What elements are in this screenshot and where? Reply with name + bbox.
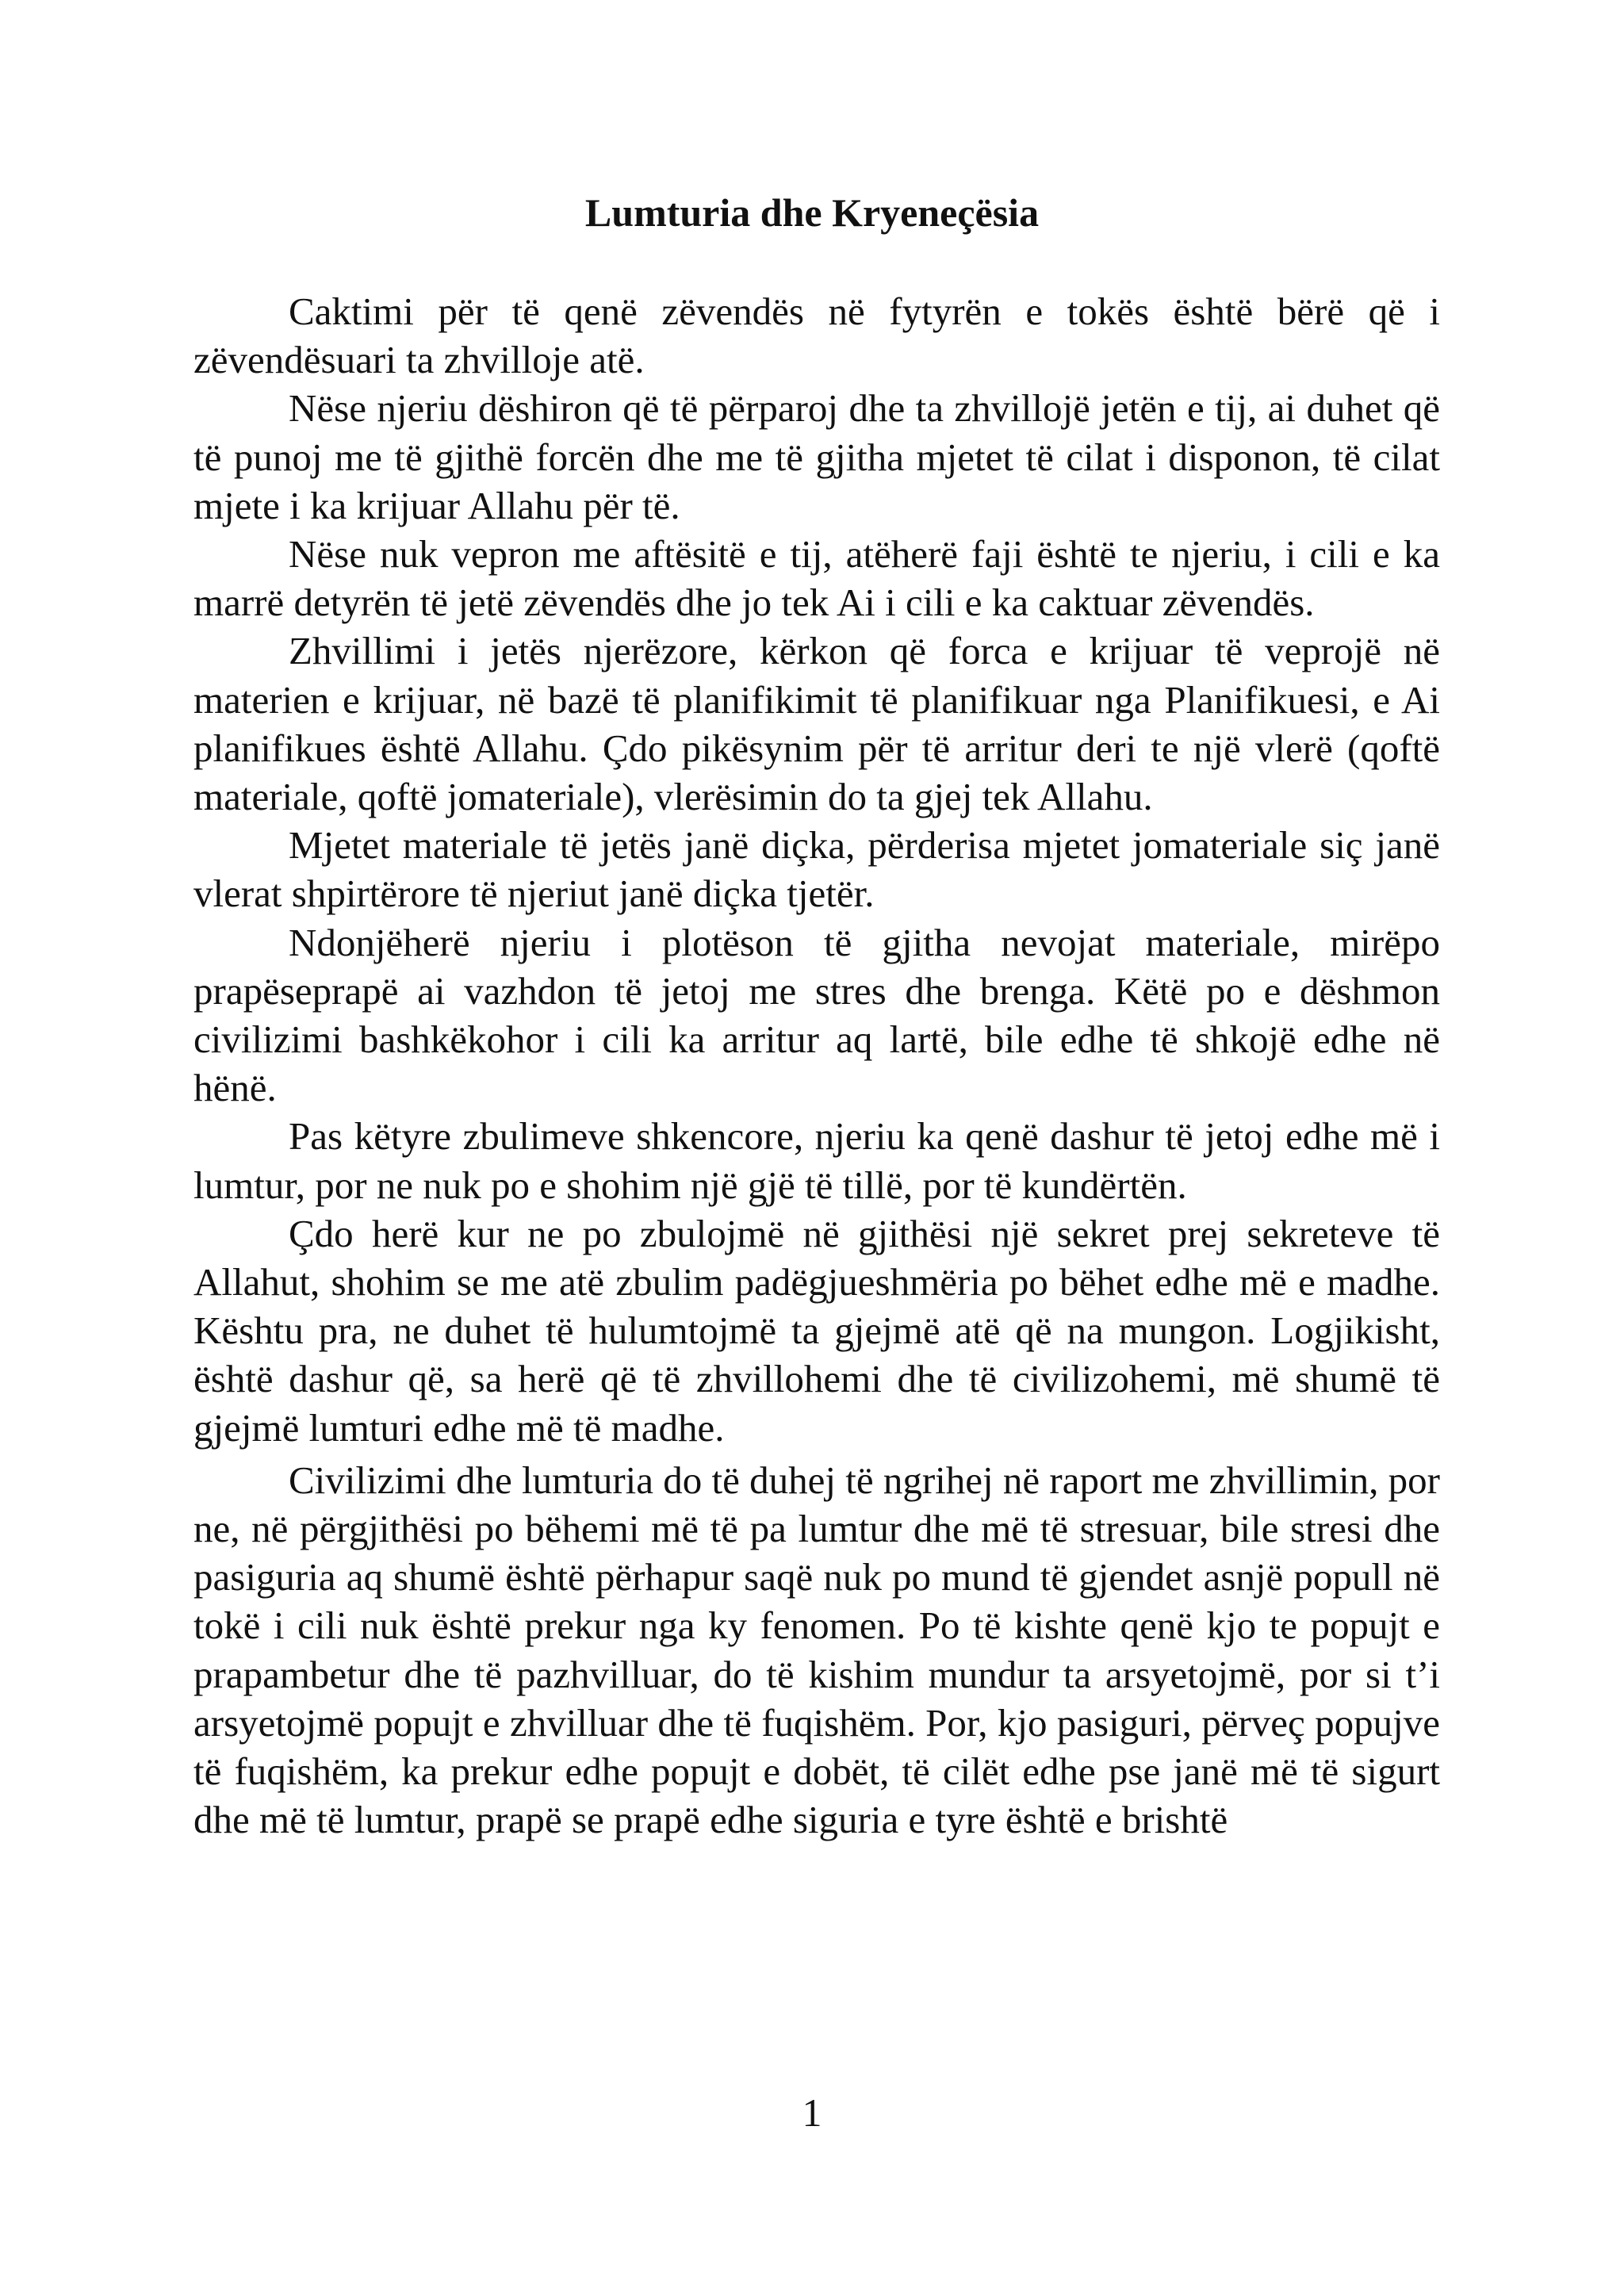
body-text <box>193 287 1440 1845</box>
paragraph-6: Ndonjëherë njeriu i plotëson të gjitha nevojat materiale, mirëpo prapëseprapë ai vazhdon të jetoj me stres dhe brenga. Këtë po e dëshmon civilizimi bashkëkohor i cili ka arritur aq lartë, bile edhe të shkojë edhe në hënë. <box>193 920 1440 1110</box>
paragraph-4: Zhvillimi i jetës njerëzore, kërkon që forca e krijuar të veprojë në materien e krijuar, në bazë të planifikimit të planifikuar nga Planifikuesi, e Ai planifikues është Allahu. Çdo pikësynim për të arritur deri te një vlerë (qoftë materiale, qoftë jomateriale), vlerësimin do ta gjej tek Allahu. <box>193 629 1440 819</box>
paragraph-3: Nëse nuk vepron me aftësitë e tij, atëherë faji është te njeriu, i cili e ka marrë detyrën të jetë zëvendës dhe jo tek Ai i cili e ka caktuar zëvendës. <box>193 532 1440 625</box>
paragraph-1: Caktimi për të qenë zëvendës në fytyrën e tokës është bërë që i zëvendësuari ta zhvilloje atë. <box>193 289 1440 382</box>
paragraph-5: Mjetet materiale të jetës janë diçka, përderisa mjetet jomateriale siç janë vlerat shpirtërore të njeriut janë diçka tjetër. <box>193 823 1440 916</box>
paragraph-7: Pas këtyre zbulimeve shkencore, njeriu ka qenë dashur të jetoj edhe më i lumtur, por ne nuk po e shohim një gjë të tillë, por të kundërtën. <box>193 1114 1440 1207</box>
page-number: 1 <box>802 2090 822 2135</box>
document-title: Lumturia dhe Kryeneçësia <box>584 190 1040 235</box>
paragraph-2: Nëse njeriu dëshiron që të përparoj dhe ta zhvillojë jetën e tij, ai duhet që të punoj me të gjithë forcën dhe me të gjitha mjetet të cilat i disponon, të cilat mjete i ka krijuar Allahu për të. <box>193 386 1440 527</box>
paragraph-9: Civilizimi dhe lumturia do të duhej të ngrihej në raport me zhvillimin, por ne, në përgjithësi po bëhemi më të pa lumtur dhe më të stresuar, bile stresi dhe pasiguria aq shumë është përhapur saqë nuk po mund të gjendet asnjë popull në tokë i cili nuk është prekur nga ky fenomen. Po të kishte qenë kjo te popujt e prapambetur dhe të pazhvilluar, do të kishim mundur ta arsyetojmë, por si t’i arsyetojmë popujt e zhvilluar dhe të fuqishëm. Por, kjo pasiguri, përveç popujve të fuqishëm, ka prekur edhe popujt e dobët, të cilët edhe pse janë më të sigurt dhe më të lumtur, prapë se prapë edhe siguria e tyre është e brishtë <box>193 1458 1440 1842</box>
paragraph-8: Çdo herë kur ne po zbulojmë në gjithësi një sekret prej sekreteve të Allahut, shohim se me atë zbulim padëgjueshmëria po bëhet edhe më e madhe. Kështu pra, ne duhet të hulumtojmë ta gjejmë atë që na mungon. Logjikisht, është dashur që, sa herë që të zhvillohemi dhe të civilizohemi, më shumë të gjejmë lumturi edhe më të madhe. <box>193 1211 1440 1450</box>
